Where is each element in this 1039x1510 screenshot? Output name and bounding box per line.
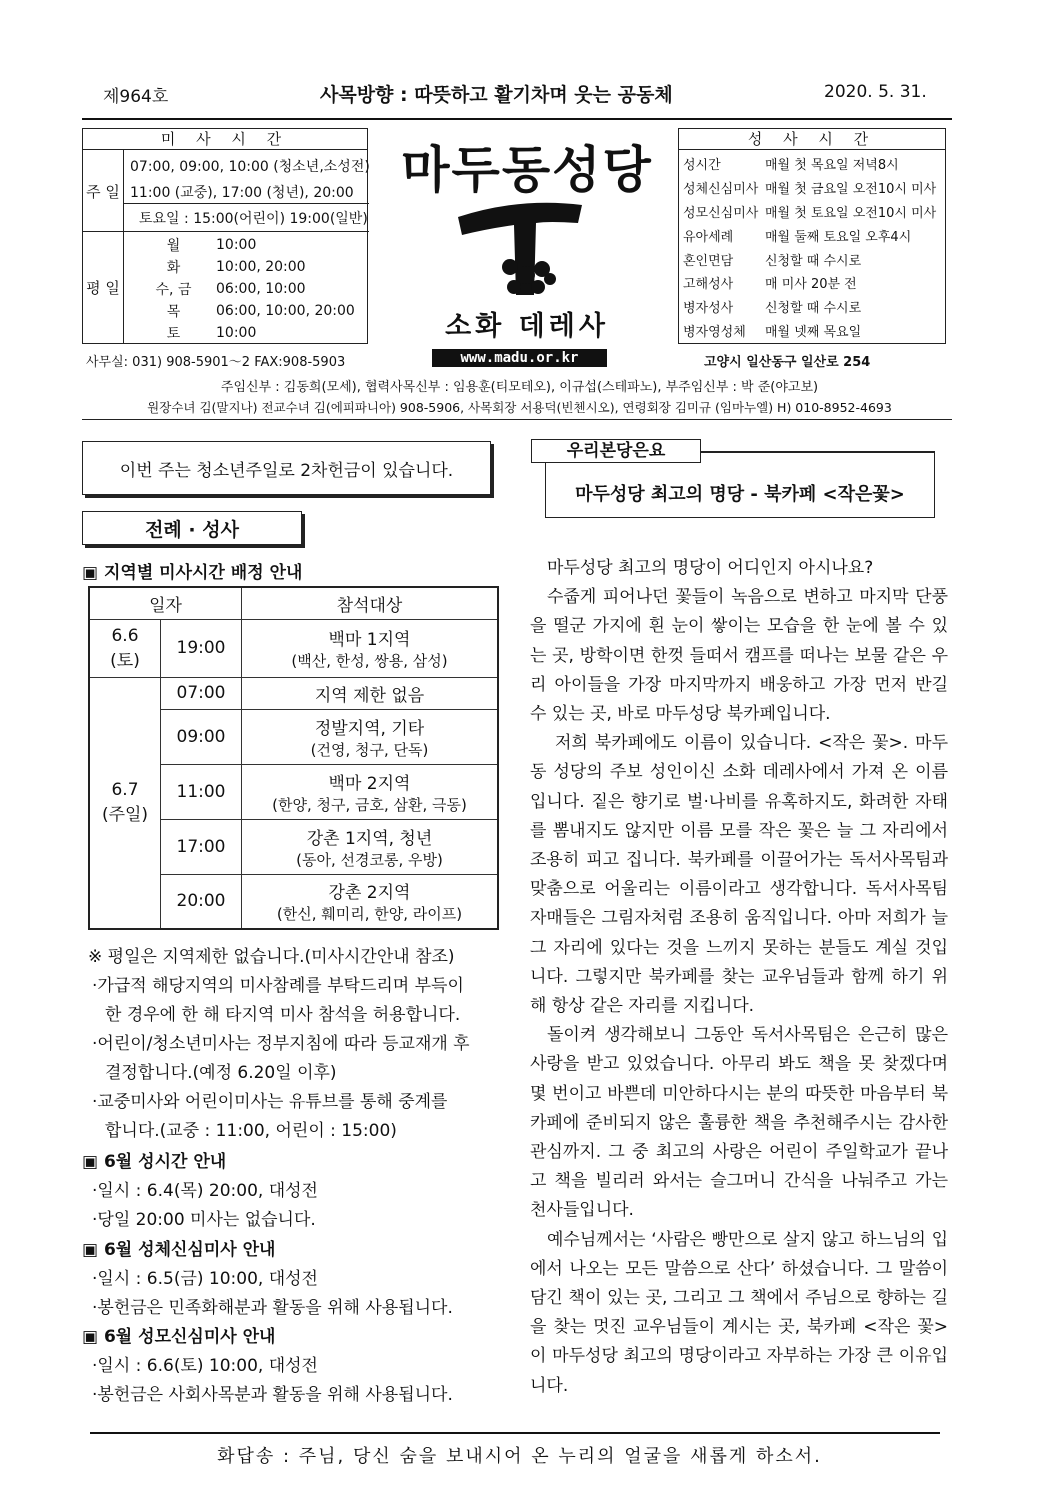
mass-times-title: 미 사 시 간 <box>83 129 367 150</box>
note-line: ·어린이/청소년미사는 정부지침에 따라 등교재개 후 <box>92 1034 470 1054</box>
rite-row <box>679 200 936 224</box>
issue-number: 제964호 <box>103 87 169 107</box>
weekday-time: 10:00 <box>216 237 257 253</box>
weekday-day: 토 <box>166 326 181 342</box>
weekday-row <box>131 278 355 300</box>
article-tag: 우리본당은요 <box>531 439 701 463</box>
weekday-time: 10:00, 20:00 <box>216 259 306 275</box>
weekday-time: 06:00, 10:00 <box>216 281 306 297</box>
article-paragraph: 예수님께서는 ‘사람은 빵만으로 살지 않고 하느님의 입에서 나오는 모든 말씀으로 산다’ 하셨습니다. 그 말씀이 담긴 책이 있는 곳, 그리고 그 책에서 주님으로 향하는 길을 찾는 멋진 교우님들이 계시는 곳, 북카페 <작은 꽃>이 마두성당 최고의 명당이라고 자부하는 가장 큰 이유입니다. <box>530 1229 948 1396</box>
rites-title: 성 사 시 간 <box>679 129 945 150</box>
rite-name: 병자성사 <box>683 301 734 317</box>
attendee-cell: 백마 2지역 (한양, 청구, 금호, 삼환, 극동) <box>242 764 499 819</box>
table-row <box>89 619 498 677</box>
rite-time: 매월 넷째 목요일 <box>765 324 862 340</box>
church-address: 고양시 일산동구 일산로 254 <box>704 355 871 370</box>
rite-time: 매월 둘째 토요일 오후4시 <box>765 229 912 245</box>
mass-times-box <box>82 128 368 344</box>
rite-name: 고해성사 <box>683 277 734 293</box>
section-line: ·봉헌금은 사회사목분과 활동을 위해 사용됩니다. <box>92 1385 453 1405</box>
weekday-day: 화 <box>166 260 181 276</box>
rite-row <box>679 223 936 247</box>
rite-row <box>679 295 936 319</box>
weekday-day: 월 <box>166 238 181 254</box>
time-cell: 19:00 <box>161 619 242 677</box>
cross-logo-icon <box>450 195 600 305</box>
section-line: ·일시 : 6.6(토) 10:00, 대성전 <box>92 1356 318 1376</box>
rite-name: 유아세례 <box>683 229 734 245</box>
time-cell: 07:00 <box>161 677 242 709</box>
section-line: ·일시 : 6.4(목) 20:00, 대성전 <box>92 1181 318 1201</box>
attendee-cell: 정발지역, 기타 (건영, 청구, 단독) <box>242 709 499 764</box>
office-phone: 사무실: 031) 908-5901～2 FAX:908-5903 <box>86 355 346 370</box>
schedule-table <box>88 586 499 930</box>
notice-box: 이번 주는 청소년주일로 2차헌금이 있습니다. <box>82 441 491 495</box>
weekday-row <box>131 322 355 344</box>
rite-time: 매월 첫 금요일 오전10시 미사 <box>765 182 937 198</box>
rite-name: 성체신심미사 <box>683 182 759 198</box>
rite-time: 매월 첫 목요일 저녁8시 <box>765 158 899 174</box>
table-row <box>89 677 498 709</box>
section-line: ·당일 20:00 미사는 없습니다. <box>92 1210 316 1230</box>
article-paragraph: 마두성당 최고의 명당이 어디인지 아시나요? <box>547 558 874 578</box>
attendee-cell: 백마 1지역 (백산, 한성, 쌍용, 삼성) <box>242 619 499 677</box>
website-link[interactable]: www.madu.or.kr <box>432 349 607 367</box>
footer-rule <box>90 1432 940 1434</box>
rite-row <box>679 176 936 200</box>
parish-motto: 사목방향 : 따뜻하고 활기차며 웃는 공동체 <box>320 84 673 106</box>
rite-name: 병자영성체 <box>683 324 746 340</box>
attendee-cell: 강촌 2지역 (한신, 훼미리, 한양, 라이프) <box>242 874 499 929</box>
header-attendees: 참석대상 <box>242 587 499 619</box>
weekday-row <box>131 256 355 278</box>
weekday-times <box>131 234 355 344</box>
section-title-marian: ▣ 6월 성모신심미사 안내 <box>82 1327 276 1347</box>
church-patron: 소화 데레사 <box>445 311 609 342</box>
article-headline: 마두성당 최고의 명당 - 북카페 <작은꽃> <box>575 484 905 505</box>
section-line: ·봉헌금은 민족화해분과 활동을 위해 사용됩니다. <box>92 1298 453 1318</box>
note-line: ※ 평일은 지역제한 없습니다.(미사시간안내 참조) <box>88 947 455 967</box>
rite-time: 매 미사 20분 전 <box>765 277 857 293</box>
section-title-eucharist: ▣ 6월 성체신심미사 안내 <box>82 1240 276 1260</box>
weekday-label: 평 일 <box>83 232 124 343</box>
rite-row <box>679 152 936 176</box>
weekday-row <box>131 300 355 322</box>
rite-row <box>679 271 936 295</box>
date-cell-2: 6.7 (주일) <box>89 677 161 929</box>
header-date: 일자 <box>89 587 242 619</box>
sunday-line-2: 11:00 (교중), 17:00 (청년), 20:00 <box>130 185 354 201</box>
weekday-day: 목 <box>166 304 181 320</box>
schedule-title: ▣ 지역별 미사시간 배정 안내 <box>82 563 303 583</box>
rites-table <box>679 152 936 342</box>
staff-rule <box>82 419 952 420</box>
article-paragraph: 수줍게 피어나던 꽃들이 녹음으로 변하고 마지막 단풍을 떨군 가지에 흰 눈이 쌓이는 모습을 한 눈에 볼 수 있는 곳, 방학이면 한껏 들떠서 캠프를 떠나는 보물 같은 우리 아이들을 가장 마지막까지 배웅하고 가장 먼저 반길 수 있는 곳, 바로 마두성당 북카페입니다. <box>530 587 948 725</box>
attendee-cell: 지역 제한 없음 <box>242 677 499 709</box>
article-paragraph: 저희 북카페에도 이름이 있습니다. <작은 꽃>. 마두 동 성당의 주보 성인이신 소화 데레사에서 가져 온 이름입니다. 짙은 향기로 벌·나비를 유혹하지도, 화려한 자태를 뽐내지도 않지만 이름 모를 작은 꽃은 늘 그 자리에서 조용히 피고 집니다. 북카페를 이끌어가는 독서사목팀과 맞춤으로 어울리는 이름이라고 생각합니다. 독서사목팀 자매들은 그림자처럼 조용히 움직입니다. 아마 저희가 늘 그 자리에 있다는 것을 느끼지 못하는 분들도 계실 것입니다. 그렇지만 북카페를 찾는 교우님들과 함께 하기 위해 항상 같은 자리를 지킵니다. <box>530 733 948 1017</box>
time-cell: 17:00 <box>161 819 242 874</box>
note-line: ·가급적 해당지역의 미사참례를 부탁드리며 부득이 <box>92 976 464 996</box>
note-line: ·교중미사와 어린이미사는 유튜브를 통해 중계를 <box>92 1092 448 1112</box>
weekday-time: 06:00, 10:00, 20:00 <box>216 303 355 319</box>
attendee-cell: 강촌 1지역, 청년 (동아, 선경코롱, 우방) <box>242 819 499 874</box>
rite-time: 매월 첫 토요일 오전10시 미사 <box>765 205 937 221</box>
rite-time: 신청할 때 수시로 <box>765 301 862 317</box>
staff-line-2: 원장수녀 김(말지나) 전교수녀 김(에피파니아) 908-5906, 사목회장 서용덕(빈첸시오), 연령회장 김미규 (임마누엘) H) 010-8952-4693 <box>147 400 892 415</box>
rites-box <box>678 128 946 344</box>
saturday-line: 토요일 : 15:00(어린이) 19:00(일반) <box>139 211 368 227</box>
rite-name: 성모신심미사 <box>683 205 759 221</box>
weekday-day: 수, 금 <box>155 282 192 298</box>
article-paragraph: 돌이켜 생각해보니 그동안 독서사목팀은 은근히 많은 사랑을 받고 있었습니다. 아무리 봐도 책을 못 찾겠다며 몇 번이고 바쁜데 미안하다시는 분의 따뜻한 마음부터 북카페에 준비되지 않은 훌륭한 책을 추천해주시는 감사한 관심까지. 그 중 최고의 사랑은 어린이 주일학교가 끝나고 책을 빌리러 와서는 슬그머니 간식을 나눠주고 가는 천사들입니다. <box>530 1025 948 1221</box>
note-line: 한 경우에 한 해 타지역 미사 참석을 허용합니다. <box>105 1005 461 1025</box>
church-name: 마두동성당 <box>401 141 653 199</box>
liturgy-heading: 전례 · 성사 <box>82 511 302 545</box>
time-cell: 20:00 <box>161 874 242 929</box>
date-cell-1: 6.6 (토) <box>89 619 161 677</box>
rite-name: 혼인면담 <box>683 253 734 269</box>
header-rule <box>82 118 952 120</box>
note-line: 합니다.(교중 : 11:00, 어린이 : 15:00) <box>105 1121 397 1141</box>
article-body <box>530 554 948 1401</box>
section-title-adoration: ▣ 6월 성시간 안내 <box>82 1152 227 1172</box>
note-line: 결정합니다.(예정 6.20일 이후) <box>105 1063 337 1083</box>
section-line: ·일시 : 6.5(금) 10:00, 대성전 <box>92 1269 318 1289</box>
time-cell: 09:00 <box>161 709 242 764</box>
time-cell: 11:00 <box>161 764 242 819</box>
issue-date: 2020. 5. 31. <box>824 82 927 102</box>
staff-line-1: 주임신부 : 김동희(모세), 협력사목신부 : 임용훈(티모테오), 이규섭(스테파노), 부주임신부 : 박 준(야고보) <box>220 380 819 395</box>
rite-row <box>679 319 936 343</box>
sunday-label: 주 일 <box>83 150 124 232</box>
rite-row <box>679 247 936 271</box>
rite-time: 신청할 때 수시로 <box>765 253 862 269</box>
weekday-time: 10:00 <box>216 325 257 341</box>
sunday-line-1: 07:00, 09:00, 10:00 (청소년,소성전) <box>130 159 370 175</box>
weekday-row <box>131 234 355 256</box>
rite-name: 성시간 <box>683 158 721 174</box>
footer-verse: 화답송 : 주님, 당신 숨을 보내시어 온 누리의 얼굴을 새롭게 하소서. <box>217 1446 822 1467</box>
